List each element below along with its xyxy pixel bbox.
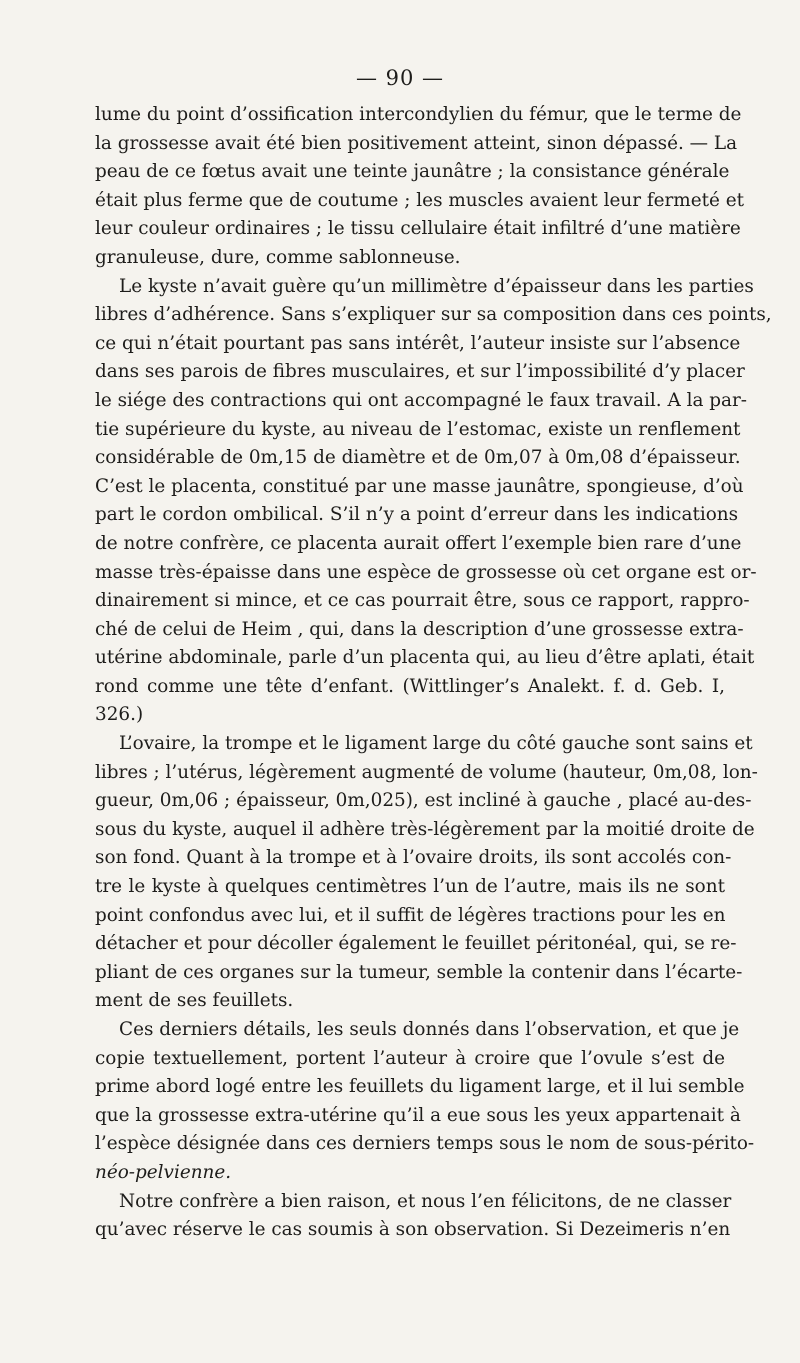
page-number: — 90 — [355,66,445,90]
text-line: néo-pelvienne. [95,1161,232,1183]
paragraph-confrere [95,1188,732,1245]
text-line: masse très-épaisse dans une espèce de grossesse où cet organe est or- [95,561,757,583]
text-line: leur couleur ordinaires ; le tissu cellulaire était infiltré d’une matière [95,218,741,240]
text-line: considérable de 0m,15 de diamètre et de 0m,07 à 0m,08 d’épaisseur. [95,447,741,469]
text-line: Ces derniers détails, les seuls donnés dans l’observation, et que je [119,1019,740,1040]
body-text [95,101,772,1245]
text-line: ce qui n’était pourtant pas sans intérêt, l’auteur insiste sur l’absence [95,332,741,354]
text-line: pliant de ces organes sur la tumeur, semble la contenir dans l’écarte- [95,961,743,983]
text-line: son fond. Quant à la trompe et à l’ovaire droits, ils sont accolés con- [95,847,732,869]
text-line: Notre confrère a bien raison, et nous l’en félicitons, de ne classer [119,1190,732,1212]
paragraph-details [95,1016,755,1188]
text-line: libres d’adhérence. Sans s’expliquer sur sa composition dans ces points, [95,304,772,326]
text-line: tre le kyste à quelques centimètres l’un de l’autre, mais ils ne sont [95,876,725,898]
text-line: point confondus avec lui, et il suffit de légères tractions pour les en [95,904,726,926]
text-line: que la grossesse extra-utérine qu’il a eue sous les yeux appartenait à [95,1104,741,1126]
text-line: Le kyste n’avait guère qu’un millimètre d’épaisseur dans les parties [119,275,754,297]
text-line: était plus ferme que de coutume ; les muscles avaient leur fermeté et [95,189,745,211]
text-line: lume du point d’ossification intercondylien du fémur, que le terme de [95,104,742,125]
text-line: dans ses parois de fibres musculaires, et sur l’impossibilité d’y placer [95,361,745,383]
paragraph-ovary [95,730,758,1016]
text-line: le siége des contractions qui ont accompagné le faux travail. A la par- [95,389,748,411]
text-line: de notre confrère, ce placenta aurait offert l’exemple bien rare d’une [95,532,742,554]
text-line: 326.) [95,704,144,726]
text-line: ment de ses feuillets. [95,990,294,1012]
paragraph-cyst [95,273,772,731]
text-line: copie textuellement, portent l’auteur à croire que l’ovule s’est de [95,1047,725,1069]
text-line: peau de ce fœtus avait une teinte jaunâtre ; la consistance générale [95,161,730,183]
text-line: la grossesse avait été bien positivement atteint, sinon dépassé. — La [95,132,738,154]
text-line: libres ; l’utérus, légèrement augmenté de volume (hauteur, 0m,08, lon- [95,761,758,783]
text-line: qu’avec réserve le cas soumis à son observation. Si Dezeimeris n’en [95,1219,731,1241]
text-line: l’espèce désignée dans ces derniers temps sous le nom de sous-périto- [95,1133,755,1155]
text-line: tie supérieure du kyste, au niveau de l’estomac, existe un renflement [95,418,741,440]
text-line: détacher et pour décoller également le feuillet péritonéal, qui, se re- [95,933,737,955]
text-line: dinairement si mince, et ce cas pourrait être, sous ce rapport, rappro- [95,590,750,612]
text-line: sous du kyste, auquel il adhère très-légèrement par la moitié droite de [95,818,755,840]
text-line: L’ovaire, la trompe et le ligament large du côté gauche sont sains et [119,733,753,755]
text-line: granuleuse, dure, comme sablonneuse. [95,246,461,268]
text-line: rond comme une tête d’enfant. (Wittlinger’s Analekt. f. d. Geb. I, [95,675,725,697]
text-line: part le cordon ombilical. S’il n’y a point d’erreur dans les indications [95,504,739,526]
paragraph-fetus [95,101,745,273]
text-line: ché de celui de Heim , qui, dans la description d’une grossesse extra- [95,618,744,640]
text-line: C’est le placenta, constitué par une masse jaunâtre, spongieuse, d’où [95,475,744,497]
text-line: gueur, 0m,06 ; épaisseur, 0m,025), est incliné à gauche , placé au-des- [95,790,752,812]
text-line: utérine abdominale, parle d’un placenta qui, au lieu d’être aplati, était [95,647,755,669]
text-line: prime abord logé entre les feuillets du ligament large, et il lui semble [95,1076,745,1098]
